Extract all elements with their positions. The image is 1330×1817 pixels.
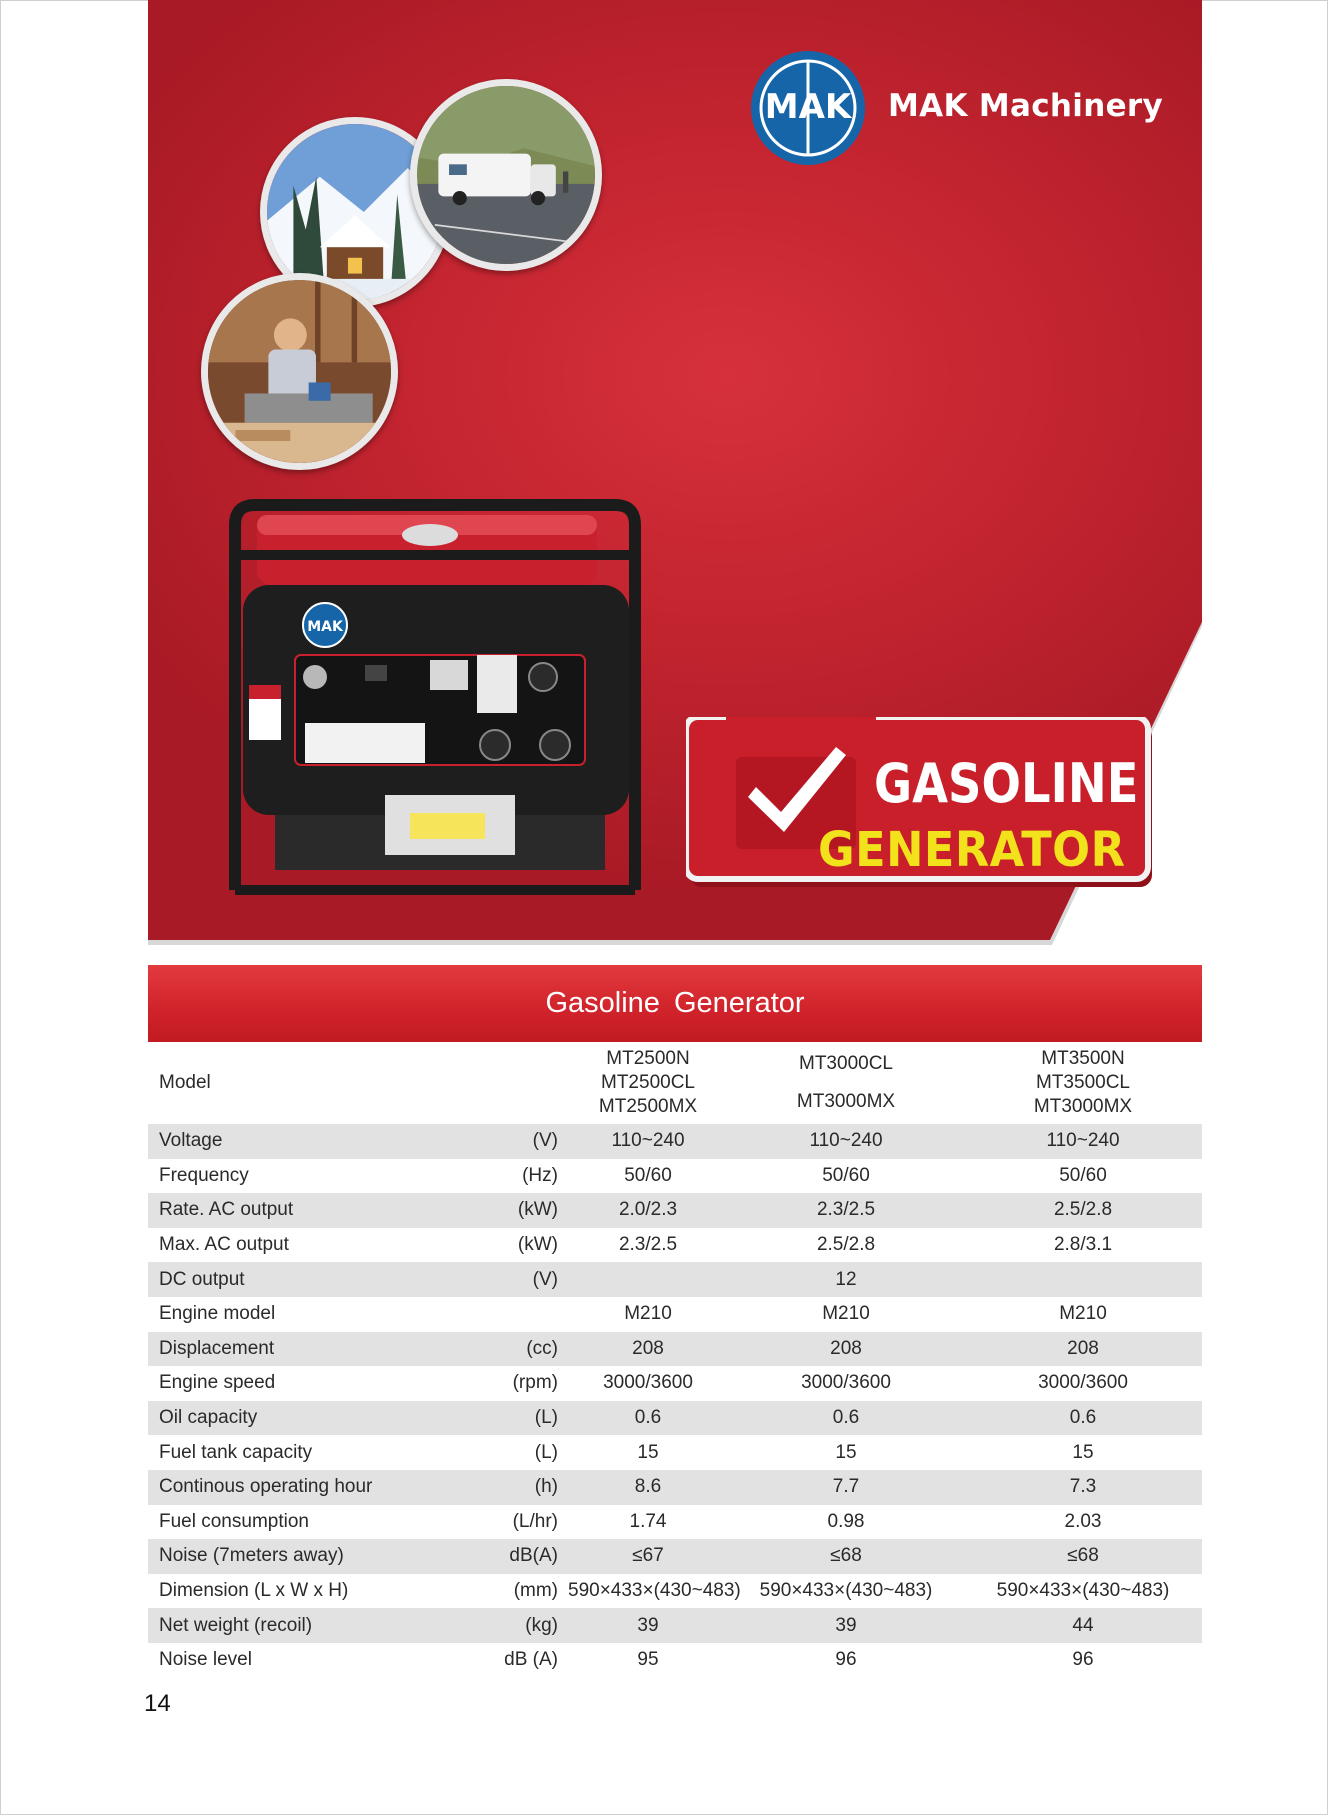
spec-value: 3000/3600 (603, 1372, 693, 1394)
spec-value: M210 (624, 1303, 672, 1325)
spec-row (148, 1435, 1202, 1470)
spec-param: Engine model (159, 1303, 276, 1325)
spec-value: 50/60 (624, 1164, 672, 1186)
spec-value: 0.6 (568, 1401, 728, 1436)
spec-unit: (kW) (517, 1234, 558, 1256)
spec-value: 44 (964, 1608, 1202, 1643)
logo-text: MAK (764, 87, 852, 127)
spec-param: Continous operating hour (148, 1470, 428, 1505)
spec-param: Net weight (recoil) (148, 1608, 428, 1643)
spec-value: 2.5/2.8 (964, 1193, 1202, 1228)
spec-unit: (V) (428, 1262, 568, 1297)
spec-value: 15 (637, 1441, 659, 1463)
spec-value: ≤67 (568, 1539, 728, 1574)
spec-unit: (h) (428, 1470, 568, 1505)
generator-image (215, 495, 665, 895)
badge-title-gasoline: GASOLINE (874, 752, 1139, 815)
spec-value: 110~240 (964, 1124, 1202, 1159)
spec-value: 2.8/3.1 (1053, 1234, 1113, 1256)
model-name: MT3000MX (1033, 1096, 1133, 1117)
spec-value: 2.3/2.5 (728, 1193, 964, 1228)
spec-row (148, 1470, 1202, 1505)
workshop-photo (201, 273, 398, 470)
spec-unit (428, 1297, 568, 1332)
spec-row (148, 1297, 1202, 1332)
spec-unit: (rpm) (512, 1372, 558, 1394)
spec-value: 208 (728, 1332, 964, 1367)
spec-value: 0.6 (728, 1401, 964, 1436)
model-row (148, 1042, 1202, 1124)
model-name: MT2500MX (598, 1096, 698, 1117)
spec-value: 7.3 (964, 1470, 1202, 1505)
spec-row (148, 1608, 1202, 1643)
model-name: MT2500N (606, 1048, 690, 1069)
spec-value: 590×433×(430~483) (996, 1580, 1170, 1602)
spec-value: 96 (1072, 1649, 1094, 1671)
spec-value: 39 (568, 1608, 728, 1643)
model-name: MT3000MX (796, 1091, 896, 1112)
spec-value: ≤68 (728, 1539, 964, 1574)
camper-van-photo (410, 79, 602, 271)
spec-value: 0.98 (827, 1510, 865, 1532)
model-unit-cell (428, 1042, 568, 1124)
spec-unit: dB(A) (428, 1539, 568, 1574)
spec-unit: (mm) (513, 1580, 558, 1602)
model-name (728, 1076, 964, 1090)
spec-value: ≤68 (964, 1539, 1202, 1574)
spec-unit: (V) (428, 1124, 568, 1159)
generator-logo-text: MAK (307, 619, 343, 635)
spec-value (964, 1262, 1202, 1297)
spec-param: Displacement (148, 1332, 428, 1367)
spec-row (148, 1193, 1202, 1228)
spec-value: 110~240 (568, 1124, 728, 1159)
spec-value: 39 (728, 1608, 964, 1643)
spec-param: DC output (148, 1262, 428, 1297)
spec-value: M210 (1059, 1303, 1107, 1325)
spec-unit: dB (A) (504, 1649, 558, 1671)
spec-param: Rate. AC output (148, 1193, 428, 1228)
spec-param: Voltage (148, 1124, 428, 1159)
spec-value: 2.03 (1064, 1510, 1102, 1532)
spec-value: 208 (568, 1332, 728, 1367)
model-name: MT3500N (1041, 1048, 1125, 1069)
spec-value: 50/60 (822, 1164, 870, 1186)
badge-title-generator: GENERATOR (818, 822, 1126, 878)
spec-value: 2.5/2.8 (816, 1234, 876, 1256)
page-number: 14 (144, 1690, 171, 1717)
spec-value: M210 (822, 1303, 870, 1325)
spec-value: 96 (835, 1649, 857, 1671)
spec-value: 208 (964, 1332, 1202, 1367)
model-name: MT3500CL (1036, 1072, 1130, 1093)
spec-value: 7.7 (728, 1470, 964, 1505)
spec-value: 95 (637, 1649, 659, 1671)
spec-row (148, 1228, 1202, 1263)
spec-row (148, 1366, 1202, 1401)
spec-unit: (L) (428, 1401, 568, 1436)
brand-name: MAK Machinery (888, 88, 1163, 124)
spec-value: 8.6 (568, 1470, 728, 1505)
table-title: Gasoline Generator (148, 965, 1202, 1042)
spec-value: 2.3/2.5 (618, 1234, 678, 1256)
spec-row (148, 1505, 1202, 1540)
spec-param: Max. AC output (159, 1234, 289, 1256)
spec-param: Noise (7meters away) (148, 1539, 428, 1574)
spec-unit: (Hz) (522, 1164, 558, 1186)
spec-param: Frequency (159, 1164, 249, 1186)
spec-row (148, 1401, 1202, 1436)
spec-value: 2.0/2.3 (568, 1193, 728, 1228)
spec-unit: (kW) (428, 1193, 568, 1228)
spec-table (148, 1042, 1202, 1678)
spec-value (568, 1262, 728, 1297)
spec-value: 0.6 (964, 1401, 1202, 1436)
spec-param: Noise level (159, 1649, 252, 1671)
spec-row (148, 1643, 1202, 1678)
spec-value: 3000/3600 (1038, 1372, 1128, 1394)
spec-value: 3000/3600 (801, 1372, 891, 1394)
spec-row (148, 1124, 1202, 1159)
model-name: MT2500CL (601, 1072, 695, 1093)
spec-value: 15 (1072, 1441, 1094, 1463)
model-cell (964, 1042, 1202, 1124)
spec-param: Engine speed (159, 1372, 276, 1394)
spec-row (148, 1539, 1202, 1574)
spec-param: Dimension (L x W x H) (159, 1580, 349, 1602)
spec-unit: (kg) (428, 1608, 568, 1643)
spec-unit: (L/hr) (512, 1510, 558, 1532)
spec-row (148, 1332, 1202, 1367)
mak-logo (750, 50, 866, 166)
spec-param: Fuel tank capacity (159, 1441, 313, 1463)
model-cell (728, 1042, 964, 1124)
spec-unit: (L) (534, 1441, 558, 1463)
spec-value: 590×433×(430~483) (759, 1580, 933, 1602)
spec-value: 590×433×(430~483) (568, 1580, 741, 1602)
spec-param: Fuel consumption (159, 1510, 309, 1532)
spec-value: 12 (728, 1262, 964, 1297)
spec-row (148, 1159, 1202, 1194)
spec-row (148, 1574, 1202, 1609)
model-name: MT3000CL (799, 1053, 893, 1074)
spec-row (148, 1262, 1202, 1297)
model-label: Model (159, 1072, 211, 1093)
spec-value: 15 (835, 1441, 857, 1463)
spec-value: 110~240 (728, 1124, 964, 1159)
model-cell (568, 1042, 728, 1124)
spec-value: 50/60 (1059, 1164, 1107, 1186)
spec-param: Oil capacity (148, 1401, 428, 1436)
spec-unit: (cc) (428, 1332, 568, 1367)
spec-value: 1.74 (629, 1510, 667, 1532)
